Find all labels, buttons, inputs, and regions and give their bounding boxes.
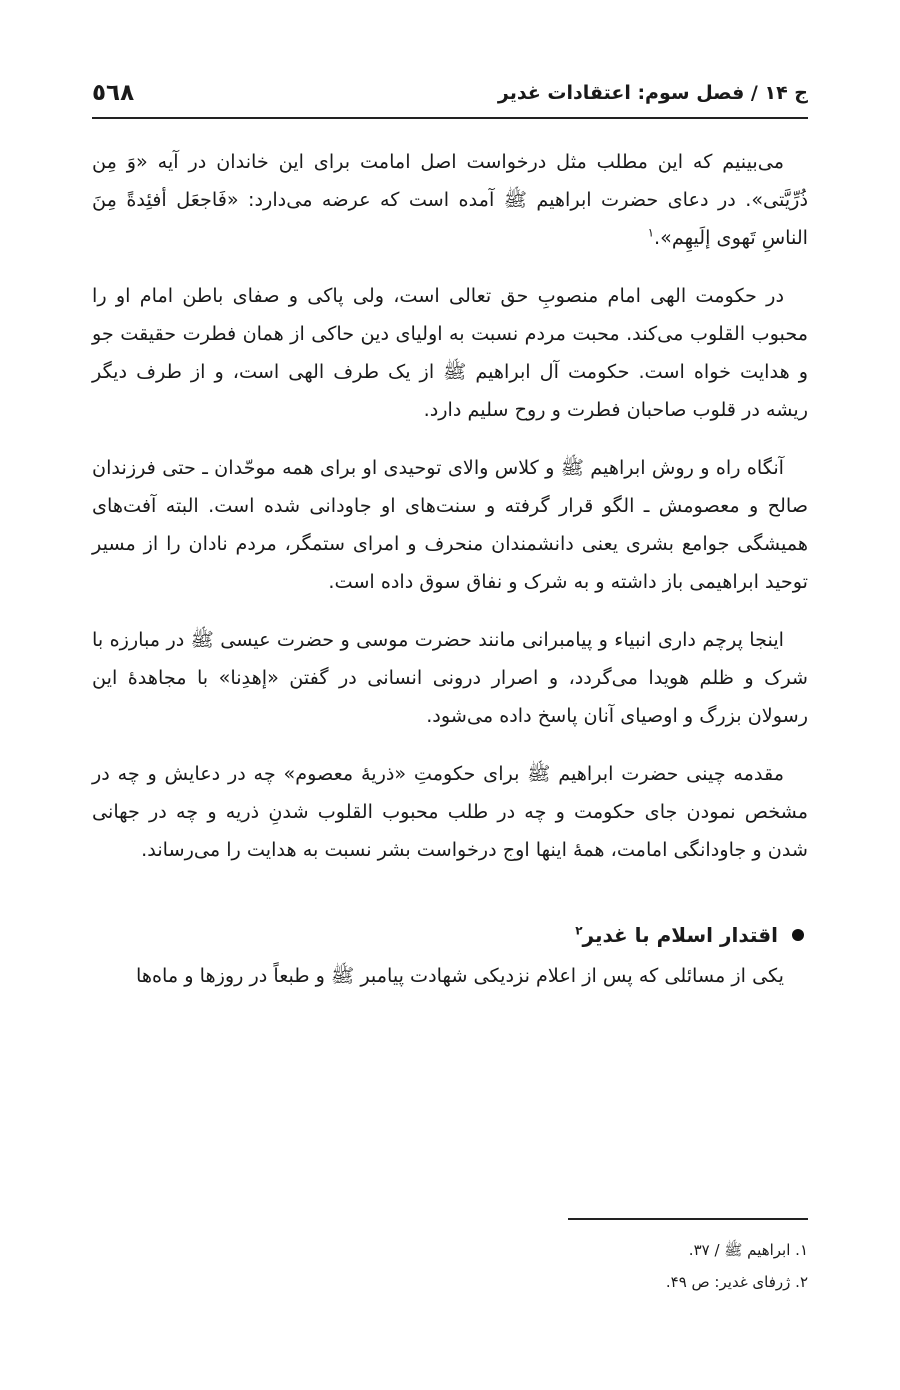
- bullet-dot-icon: [792, 929, 804, 941]
- footnote-rule: [568, 1218, 808, 1220]
- footnotes: [92, 1234, 808, 1298]
- paragraph-1: [92, 143, 808, 257]
- section-heading: [92, 915, 808, 955]
- footnote-2: ۲. ژرفای غدیر: ص ۴۹.: [665, 1273, 808, 1291]
- paragraph-4: اینجا پرچم داری انبیاء و پیامبرانی مانند حضرت موسی و حضرت عیسی ﷺ در مبارزه با شرک و ظلم هویدا می‌گردد، و اصرار درونی انسانی در گفتن «إهدِنا» با مجاهدهٔ این رسولان بزرگ و اوصیای آنان پاسخ داده می‌شود.: [92, 628, 808, 727]
- section-heading-text: [575, 915, 778, 955]
- paragraph-2: در حکومت الهی امام منصوبِ حق تعالی است، ولی پاکی و صفای باطن امام او را محبوب القلوب می‌کند. محبت مردم نسبت به اولیای دین حاکی از همان فطرت حقیقت جو و هدایت خواه است. حکومت آل ابراهیم ﷺ از یک طرف الهی است، و از طرف دیگر ریشه در قلوب صاحبان فطرت و روح سلیم دارد.: [92, 284, 808, 421]
- section-heading-label: اقتدار اسلام با غدیر: [582, 923, 778, 947]
- page-header: [92, 70, 808, 116]
- running-title: ج ۱۴ / فصل سوم: اعتقادات غدیر: [497, 82, 808, 104]
- body-text: [92, 143, 808, 995]
- footnote-1: ۱. ابراهیم ﷺ / ۳۷.: [688, 1241, 808, 1259]
- paragraph-5: مقدمه چینی حضرت ابراهیم ﷺ برای حکومتِ «ذریهٔ معصوم» چه در دعایش و چه در مشخص نمودن جای حکومت و چه در طلب محبوب القلوب شدنِ ذریه و چه در جهانی شدن و جاودانگی امامت، همهٔ اینها اوج درخواست بشر نسبت به هدایت را می‌رساند.: [92, 762, 808, 861]
- page-number: ٥٦٨: [92, 80, 135, 106]
- paragraph-1-text: می‌بینیم که این مطلب مثل درخواست اصل امامت برای این خاندان در آیه «وَ مِن ذُرِّیَّتی». در دعای حضرت ابراهیم ﷺ آمده است که عرضه می‌دارد: «فَاجعَل أفئِدةً مِنَ الناسِ تَهوی إلَیهِم».: [92, 150, 808, 249]
- footnote-ref-2: ۲: [575, 923, 583, 938]
- footnote-ref-1: ۱: [647, 225, 655, 240]
- header-rule: [92, 117, 808, 119]
- section-paragraph: یکی از مسائلی که پس از اعلام نزدیکی شهادت پیامبر ﷺ و طبعاً در روزها و ماه‌ها: [136, 964, 784, 987]
- paragraph-3: آنگاه راه و روش ابراهیم ﷺ و کلاس والای توحیدی او برای همه موحّدان ـ حتی فرزندان صالح و معصومش ـ الگو قرار گرفته و سنت‌های او جاودانی شده است. البته آفت‌های همیشگی جوامع بشری یعنی دانشمندان منحرف و امرای ستمگر، مردم نادان را از مسیر توحید ابراهیمی باز داشته و به شرک و نفاق سوق داده است.: [92, 456, 808, 593]
